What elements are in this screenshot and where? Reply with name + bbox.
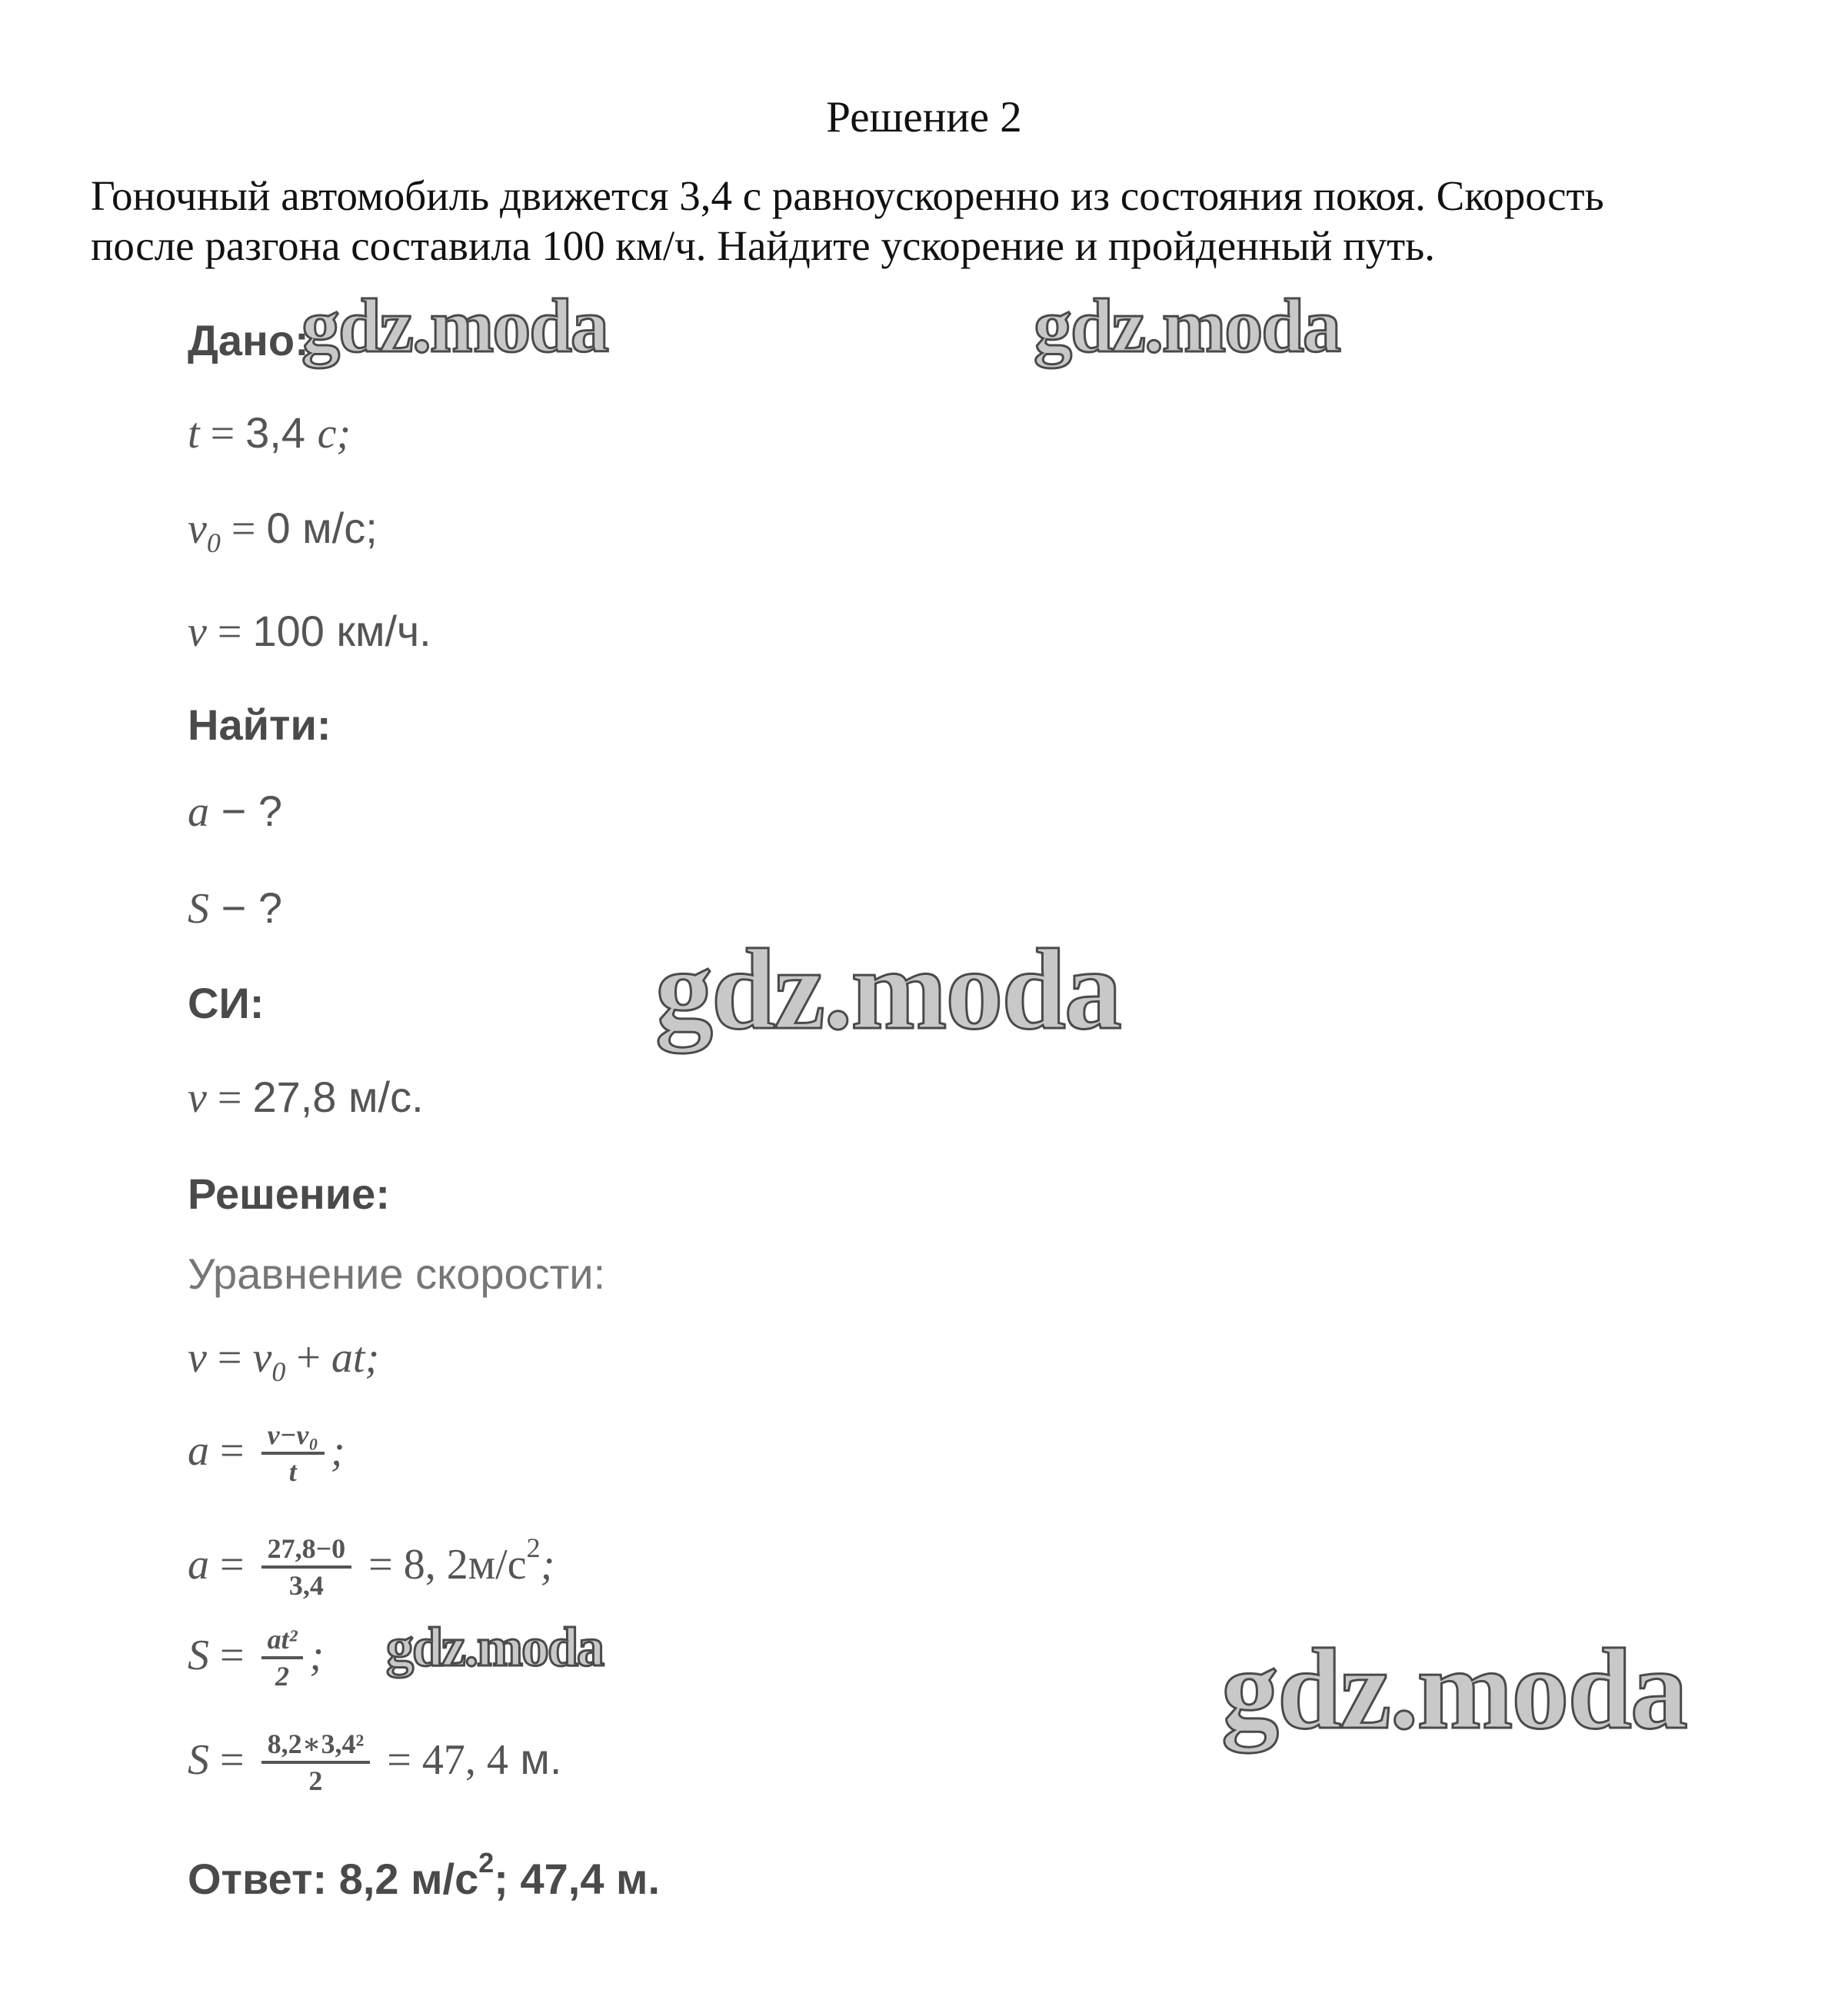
- s-question: − ?: [221, 883, 282, 932]
- si-v-value: 27,8 м/с.: [252, 1073, 424, 1121]
- si-speed: v = 27,8 м/с.: [188, 1073, 424, 1122]
- equation-acceleration-formula: a = $\frac{\text{v−v₀}}{t}$ ;: [188, 1419, 345, 1487]
- eq1-lhs: v: [188, 1334, 207, 1382]
- si-label: СИ:: [188, 979, 265, 1027]
- eq2-end: ;: [330, 1426, 345, 1475]
- eq3-den: 3,4: [288, 1570, 324, 1602]
- page-title: Решение 2: [826, 93, 1022, 141]
- v0-value: 0 м/с;: [266, 504, 378, 552]
- eq4-lhs: S: [188, 1631, 209, 1679]
- s-var: S: [188, 885, 209, 933]
- given-speed: v = 100 км/ч.: [188, 607, 431, 656]
- watermark-bottom-right: gdz.moda: [1221, 1625, 1687, 1753]
- given-time: t = 3,4 с;: [188, 408, 351, 457]
- eq3-result: 8, 2м/с: [403, 1541, 527, 1589]
- watermark-inline: gdz.moda: [386, 1616, 604, 1678]
- answer-line: [188, 1836, 660, 1906]
- eq4-fraction: [261, 1624, 304, 1692]
- a-question: − ?: [221, 787, 282, 835]
- eq4-den: 2: [275, 1661, 289, 1692]
- given-initial-speed: $v_0 = 0$ м/с;: [188, 504, 378, 559]
- watermark-center: gdz.moda: [655, 926, 1120, 1053]
- equation-speed: $v = v_0$ + at;: [188, 1334, 380, 1388]
- find-label: Найти:: [188, 700, 331, 749]
- solution-label: Решение:: [188, 1170, 390, 1218]
- speed-equation-label: Уравнение скорости:: [188, 1249, 606, 1298]
- task-line-1: Гоночный автомобиль движется 3,4 с равноускоренно из состояния покоя. Скорость: [91, 172, 1604, 219]
- eq5-num: 8,2∗3,4²: [261, 1728, 371, 1764]
- find-acceleration: [188, 784, 282, 839]
- eq3-end: ;: [540, 1541, 555, 1589]
- eq4-num: at²: [261, 1624, 304, 1659]
- eq1-end: ;: [365, 1334, 380, 1382]
- time-value: 3,4: [245, 408, 306, 457]
- v0-var: v: [188, 505, 207, 553]
- watermark-top-right: gdz.moda: [1034, 283, 1340, 368]
- time-unit: с;: [317, 410, 351, 457]
- equation-distance-formula: S = $\frac{\text{at²}}{2}$ ;: [188, 1624, 325, 1692]
- eq5-result: 47, 4: [421, 1735, 508, 1784]
- eq1-sub: 0: [271, 1356, 286, 1388]
- task-statement: [91, 171, 1798, 271]
- answer-value-1: 8,2 м/с: [338, 1855, 479, 1903]
- eq5-fraction: [261, 1728, 371, 1796]
- v-var: v: [188, 608, 207, 656]
- answer-value-2: ; 47,4 м.: [494, 1855, 661, 1903]
- eq2-fraction: [261, 1419, 325, 1487]
- eq5-unit: м.: [520, 1734, 562, 1783]
- a-var: a: [188, 788, 209, 836]
- v0-sub: 0: [206, 527, 221, 559]
- eq3-num: 27,8−0: [261, 1533, 352, 1569]
- eq2-den: t: [288, 1456, 297, 1487]
- eq3-exp: 2: [526, 1532, 541, 1563]
- eq5-den: 2: [308, 1765, 323, 1796]
- answer-label: Ответ:: [188, 1855, 328, 1903]
- eq4-end: ;: [309, 1631, 325, 1679]
- eq1-at: at: [331, 1334, 365, 1382]
- time-var: t: [188, 410, 200, 457]
- eq3-fraction: [261, 1533, 352, 1601]
- equation-distance-value: S = $\frac{\text{8,2∗3,4²}}{2}$ = 47, 4 м.: [188, 1728, 562, 1796]
- watermark-top-left: gdz.moda: [301, 283, 608, 368]
- v-value: 100 км/ч.: [252, 607, 431, 655]
- eq1-v: v: [252, 1334, 272, 1382]
- find-distance: [188, 881, 282, 936]
- eq2-num: v−v₀: [261, 1419, 325, 1455]
- eq1-plus: +: [296, 1334, 321, 1382]
- eq5-lhs: S: [188, 1735, 209, 1784]
- equation-acceleration-value: a = $\frac{27,8-0}{3,4}$ = 8, $2м/с^2$;: [188, 1532, 555, 1602]
- eq3-lhs: a: [188, 1541, 209, 1589]
- task-line-2: после разгона составила 100 км/ч. Найдите ускорение и пройденный путь.: [91, 222, 1435, 269]
- eq2-lhs: a: [188, 1426, 209, 1475]
- si-v-var: v: [188, 1074, 207, 1122]
- answer-exp: 2: [478, 1847, 494, 1878]
- given-label: Дано:: [188, 316, 309, 364]
